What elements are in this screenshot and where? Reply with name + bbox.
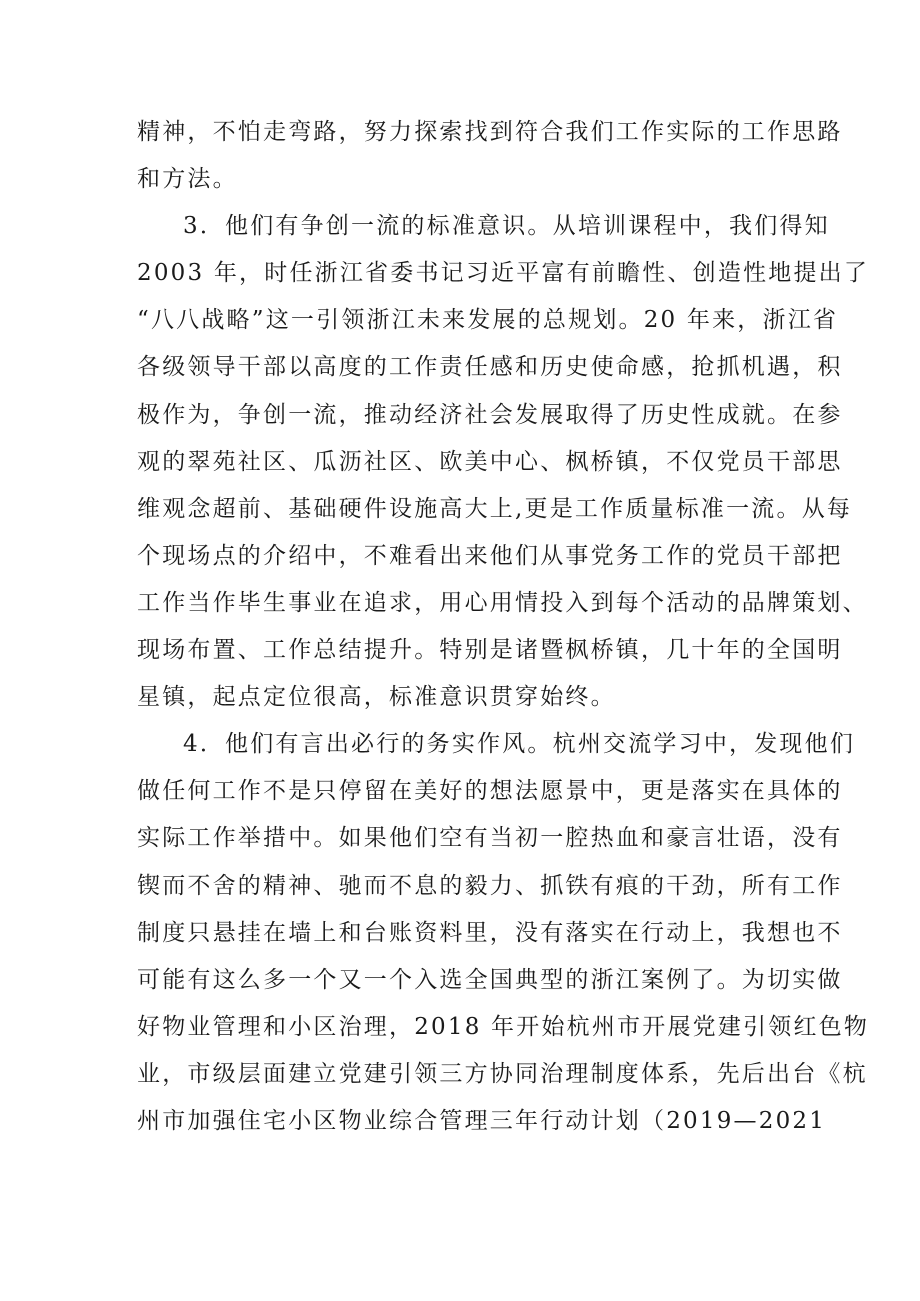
text-line: 做任何工作不是只停留在美好的想法愿景中，更是落实在具体的 — [137, 778, 843, 805]
paragraph-3-heading-line: 3．他们有争创一流的标准意识。从培训课程中，我们得知 — [183, 213, 830, 240]
text-line: 锲而不舍的精神、驰而不息的毅力、抓铁有痕的干劲，所有工作 — [137, 872, 843, 899]
text-line: 2003 年，时任浙江省委书记习近平富有前瞻性、创造性地提出了 — [137, 260, 870, 287]
text-line: 业，市级层面建立党建引领三方协同治理制度体系，先后出台《杭 — [137, 1060, 868, 1087]
text-line: 实际工作举措中。如果他们空有当初一腔热血和豪言壮语，没有 — [137, 825, 843, 852]
text-line: 好物业管理和小区治理，2018 年开始杭州市开展党建引领红色物 — [137, 1013, 870, 1040]
text-line: 星镇，起点定位很高，标准意识贯穿始终。 — [137, 684, 616, 711]
text-line: 和方法。 — [137, 166, 238, 193]
text-line: 制度只悬挂在墙上和台账资料里，没有落实在行动上，我想也不 — [137, 919, 843, 946]
body-text — [137, 109, 870, 1145]
paragraph-4-heading-line: 4．他们有言出必行的务实作风。杭州交流学习中，发现他们 — [183, 731, 856, 758]
text-line: 个现场点的介绍中，不难看出来他们从事党务工作的党员干部把 — [137, 542, 843, 569]
text-line: 观的翠苑社区、瓜沥社区、欧美中心、枫桥镇，不仅党员干部思 — [137, 448, 843, 475]
text-line: 维观念超前、基础硬件设施高大上,更是工作质量标准一流。从每 — [137, 495, 853, 522]
text-line: 极作为，争创一流，推动经济社会发展取得了历史性成就。在参 — [137, 401, 843, 428]
text-line: 工作当作毕生事业在追求，用心用情投入到每个活动的品牌策划、 — [137, 589, 868, 616]
text-line: 现场布置、工作总结提升。特别是诸暨枫桥镇，几十年的全国明 — [137, 637, 843, 664]
text-line: 精神，不怕走弯路，努力探索找到符合我们工作实际的工作思路 — [137, 119, 843, 145]
text-line: 各级领导干部以高度的工作责任感和历史使命感，抢抓机遇，积 — [137, 354, 843, 381]
text-line: “八八战略”这一引领浙江未来发展的总规划。20 年来，浙江省 — [137, 307, 839, 334]
text-line: 州市加强住宅小区物业综合管理三年行动计划（2019—2021 — [137, 1107, 827, 1134]
text-line: 可能有这么多一个又一个入选全国典型的浙江案例了。为切实做 — [137, 966, 843, 993]
